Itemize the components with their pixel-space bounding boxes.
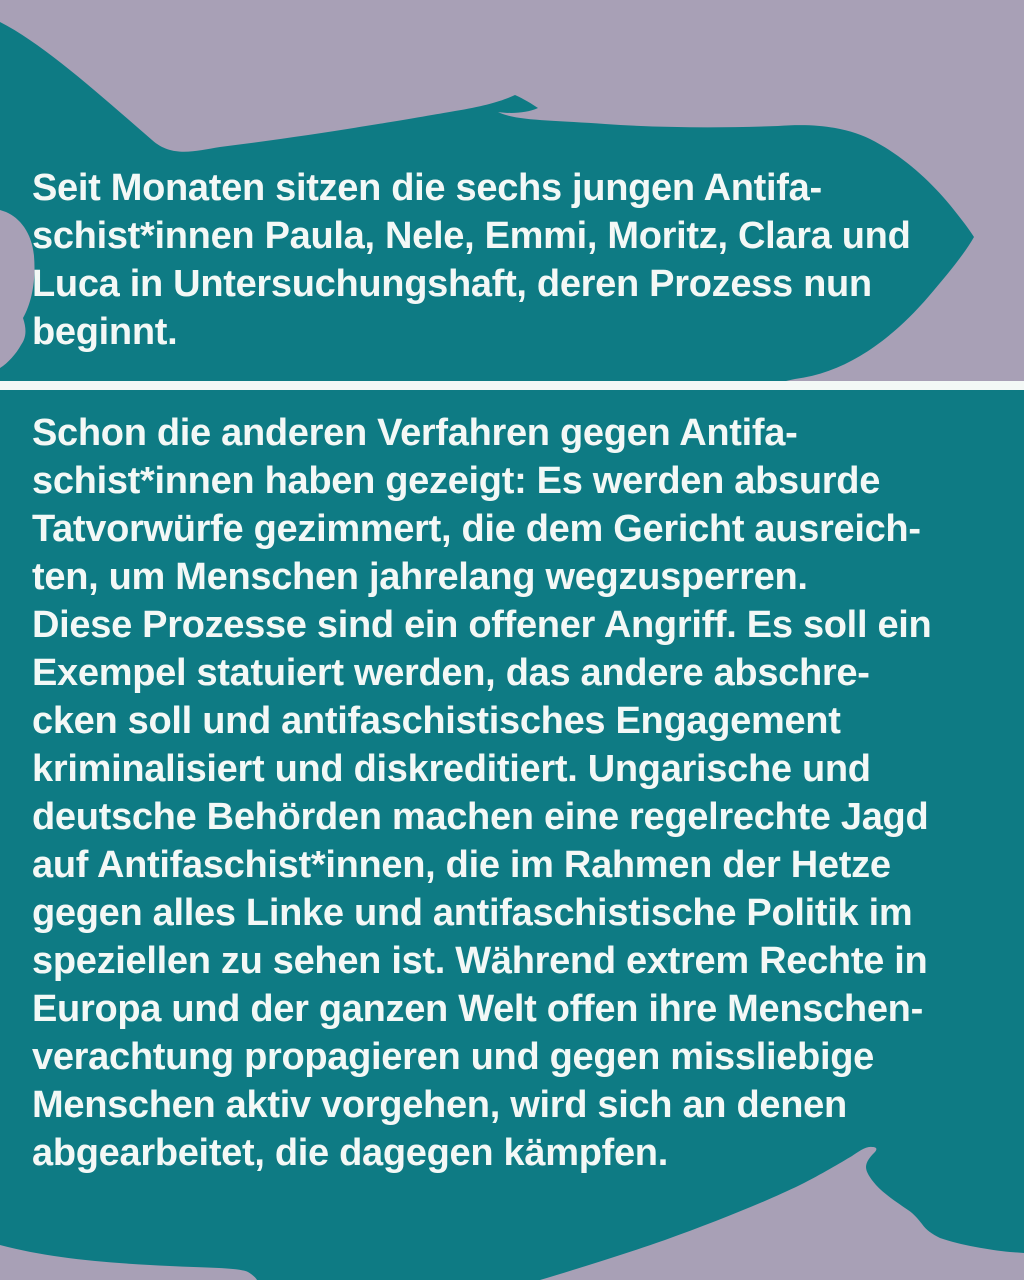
text-line: abgearbeitet, die dagegen kämpfen. — [32, 1132, 668, 1174]
text-line: verachtung propagieren und gegen missliebige — [32, 1036, 874, 1078]
text-line: Menschen aktiv vorgehen, wird sich an denen — [32, 1084, 847, 1126]
text-line: beginnt. — [32, 311, 178, 353]
text-line: kriminalisiert und diskreditiert. Ungarische und — [32, 748, 871, 790]
intro-paragraph — [32, 164, 1007, 356]
text-line: deutsche Behörden machen eine regelrechte Jagd — [32, 796, 929, 838]
text-line: Tatvorwürfe gezimmert, die dem Gericht ausreich- — [32, 508, 921, 550]
text-line: schist*innen haben gezeigt: Es werden absurde — [32, 460, 881, 502]
text-line: Europa und der ganzen Welt offen ihre Menschen- — [32, 988, 923, 1030]
text-line: auf Antifaschist*innen, die im Rahmen der Hetze — [32, 844, 891, 886]
text-line: Diese Prozesse sind ein offener Angriff. Es soll ein — [32, 604, 932, 646]
text-line: Luca in Untersuchungshaft, deren Prozess nun — [32, 263, 872, 305]
text-line: schist*innen Paula, Nele, Emmi, Moritz, Clara und — [32, 215, 911, 257]
text-line: Schon die anderen Verfahren gegen Antifa- — [32, 412, 798, 454]
body-paragraph — [32, 409, 1007, 1177]
text-line: Seit Monaten sitzen die sechs jungen Antifa- — [32, 167, 822, 209]
divider-line — [0, 381, 1024, 390]
text-line: speziellen zu sehen ist. Während extrem Rechte in — [32, 940, 928, 982]
text-line: gegen alles Linke und antifaschistische Politik im — [32, 892, 913, 934]
text-line: cken soll und antifaschistisches Engagement — [32, 700, 841, 742]
text-line: ten, um Menschen jahrelang wegzusperren. — [32, 556, 808, 598]
text-line: Exempel statuiert werden, das andere abschre- — [32, 652, 870, 694]
